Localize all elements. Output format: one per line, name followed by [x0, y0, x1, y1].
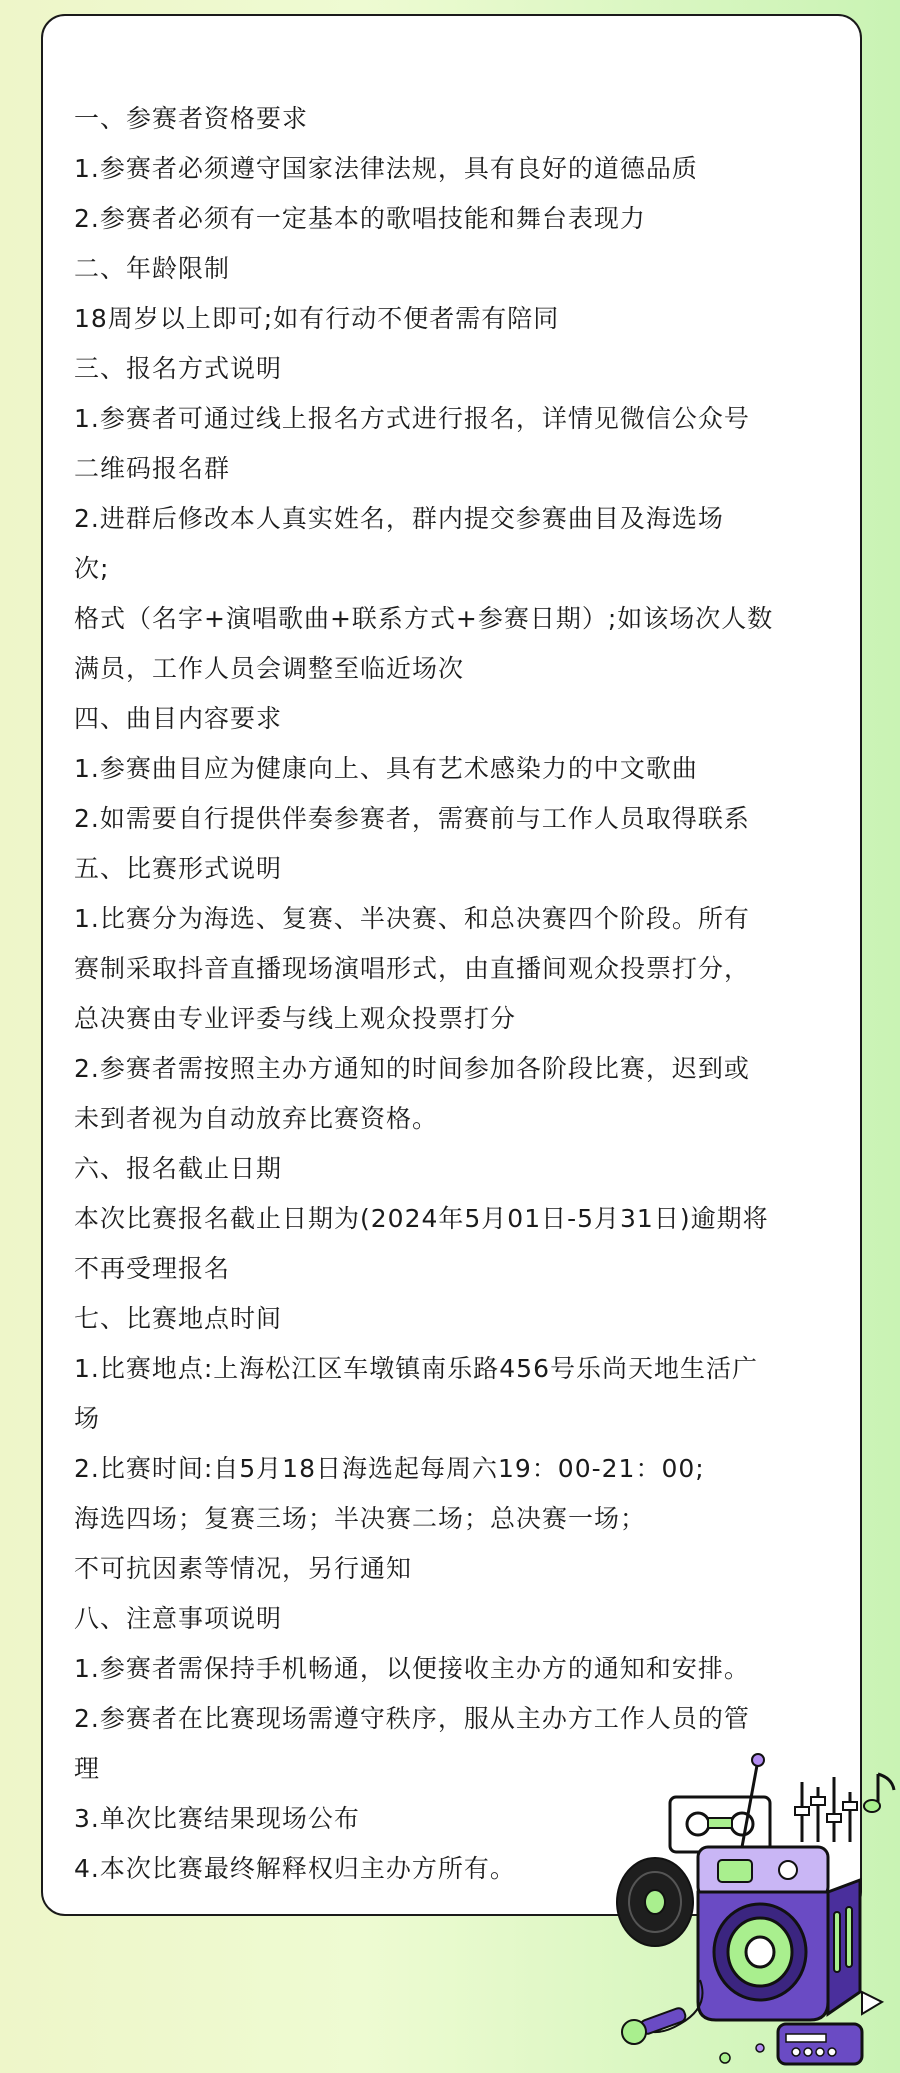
- rule-line: 1.参赛者需保持手机畅通，以便接收主办方的通知和安排。: [74, 1654, 750, 1683]
- section-heading-format: 五、比赛形式说明: [74, 854, 283, 883]
- rule-line: 海选四场；复赛三场；半决赛二场；总决赛一场；: [74, 1504, 647, 1533]
- rule-line: 不可抗因素等情况，另行通知: [74, 1554, 413, 1583]
- section-heading-songs: 四、曲目内容要求: [74, 704, 283, 733]
- section-heading-deadline: 六、报名截止日期: [74, 1154, 283, 1183]
- vinyl-record-icon: [617, 1858, 693, 1946]
- rule-line: 二维码报名群: [74, 454, 231, 483]
- rule-line: 未到者视为自动放弃比赛资格。: [74, 1104, 439, 1133]
- section-heading-registration: 三、报名方式说明: [74, 354, 283, 383]
- rule-line: 2.比赛时间:自5月18日海选起每周六19：00-21：00;: [74, 1454, 705, 1483]
- rule-line: 总决赛由专业评委与线上观众投票打分: [74, 1004, 517, 1033]
- music-illustration: [610, 1752, 900, 2073]
- equalizer-icon: [795, 1777, 857, 1842]
- rule-line: 2.参赛者必须有一定基本的歌唱技能和舞台表现力: [74, 204, 646, 233]
- rule-line: 1.比赛地点:上海松江区车墩镇南乐路456号乐尚天地生活广: [74, 1354, 758, 1383]
- microphone-icon: [622, 1980, 703, 2044]
- rule-line: 4.本次比赛最终解释权归主办方所有。: [74, 1854, 516, 1883]
- rule-line: 不再受理报名: [74, 1254, 231, 1283]
- rule-line: 场: [74, 1404, 101, 1433]
- rule-line: 理: [74, 1754, 101, 1783]
- cassette-player-icon: [670, 1797, 770, 1852]
- rule-line: 1.比赛分为海选、复赛、半决赛、和总决赛四个阶段。所有: [74, 904, 750, 933]
- rule-line: 3.单次比赛结果现场公布: [74, 1804, 360, 1833]
- rule-line: 1.参赛曲目应为健康向上、具有艺术感染力的中文歌曲: [74, 754, 698, 783]
- section-heading-venue-time: 七、比赛地点时间: [74, 1304, 283, 1333]
- rule-line: 2.参赛者需按照主办方通知的时间参加各阶段比赛，迟到或: [74, 1054, 750, 1083]
- rule-line: 1.参赛者必须遵守国家法律法规，具有良好的道德品质: [74, 154, 698, 183]
- rule-line: 格式（名字+演唱歌曲+联系方式+参赛日期）;如该场次人数: [74, 604, 774, 633]
- rule-line: 本次比赛报名截止日期为(2024年5月01日-5月31日)逾期将: [74, 1204, 769, 1233]
- music-note-icon: [864, 1774, 894, 1812]
- rule-line: 2.进群后修改本人真实姓名，群内提交参赛曲目及海选场: [74, 504, 724, 533]
- rule-line: 次;: [74, 554, 110, 583]
- speaker-icon: [698, 1847, 860, 2020]
- rules-content: [74, 94, 844, 1894]
- rule-line: 2.参赛者在比赛现场需遵守秩序，服从主办方工作人员的管: [74, 1704, 750, 1733]
- section-heading-notes: 八、注意事项说明: [74, 1604, 283, 1633]
- rule-line: 满员，工作人员会调整至临近场次: [74, 654, 465, 683]
- section-heading-eligibility: 一、参赛者资格要求: [74, 104, 309, 133]
- rule-line: 2.如需要自行提供伴奏参赛者，需赛前与工作人员取得联系: [74, 804, 750, 833]
- rule-line: 赛制采取抖音直播现场演唱形式，由直播间观众投票打分，: [74, 954, 751, 983]
- section-heading-age: 二、年龄限制: [74, 254, 231, 283]
- rule-line: 18周岁以上即可;如有行动不便者需有陪同: [74, 304, 560, 333]
- rule-line: 1.参赛者可通过线上报名方式进行报名，详情见微信公众号: [74, 404, 750, 433]
